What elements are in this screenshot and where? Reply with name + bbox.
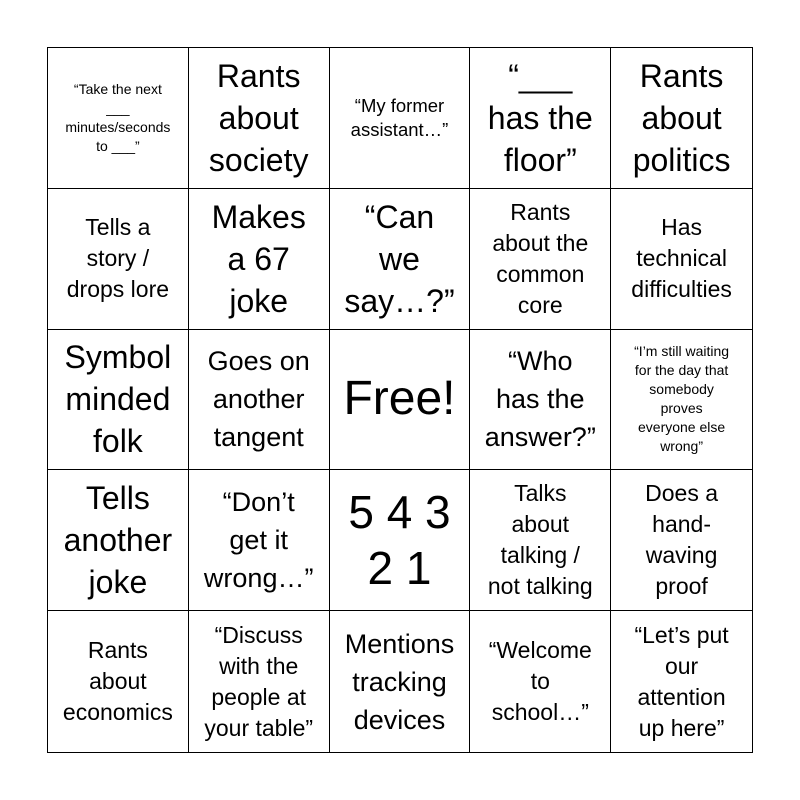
bingo-free-space[interactable]	[330, 330, 471, 471]
bingo-cell-r4c3[interactable]	[330, 470, 471, 611]
bingo-cell-text: Rants about politics	[632, 57, 731, 178]
bingo-cell-r2c5[interactable]	[611, 189, 752, 330]
bingo-cell-text: “Can we say…?”	[344, 198, 455, 319]
bingo-cell-r5c2[interactable]	[189, 611, 330, 752]
bingo-cell-text: “Don’t get it wrong…”	[203, 487, 314, 594]
bingo-cell-text: Symbol minded folk	[64, 339, 172, 460]
bingo-cell-text: Tells another joke	[63, 480, 173, 601]
bingo-cell-r5c1[interactable]	[48, 611, 189, 752]
bingo-cell-text: “Discuss with the people at your table”	[204, 621, 314, 741]
bingo-cell-r1c2[interactable]	[189, 48, 330, 189]
bingo-cell-text: Makes a 67 joke	[211, 198, 306, 319]
bingo-cell-text: Has technical difficulties	[631, 214, 732, 303]
bingo-cell-r2c3[interactable]	[330, 189, 471, 330]
bingo-cell-text: Talks about talking / not talking	[487, 480, 593, 600]
bingo-cell-text: “Welcome to school…”	[488, 637, 592, 726]
bingo-cell-text: “Take the next ___ minutes/seconds to ___”	[65, 80, 171, 154]
bingo-cell-r3c4[interactable]	[470, 330, 611, 471]
bingo-cell-text: “I’m still waiting for the day that somebody proves everyone else wrong”	[634, 343, 730, 455]
bingo-cell-r1c3[interactable]	[330, 48, 471, 189]
bingo-cell-text: Goes on another tangent	[207, 346, 310, 453]
bingo-cell-text: Tells a story / drops lore	[66, 214, 170, 303]
bingo-cell-text: Mentions tracking devices	[344, 628, 455, 735]
bingo-cell-text: Rants about the common core	[492, 198, 589, 318]
bingo-cell-r1c4[interactable]	[470, 48, 611, 189]
bingo-cell-r5c3[interactable]	[330, 611, 471, 752]
bingo-cell-r4c1[interactable]	[48, 470, 189, 611]
bingo-cell-r5c4[interactable]	[470, 611, 611, 752]
bingo-cell-text: “My former assistant…”	[350, 94, 449, 140]
bingo-cell-r2c2[interactable]	[189, 189, 330, 330]
bingo-cell-r3c5[interactable]	[611, 330, 752, 471]
bingo-cell-r4c4[interactable]	[470, 470, 611, 611]
bingo-cell-r4c2[interactable]	[189, 470, 330, 611]
bingo-cell-text: Rants about economics	[62, 637, 173, 726]
bingo-cell-text: “___ has the floor”	[487, 57, 593, 178]
bingo-cell-text: Does a hand- waving proof	[645, 480, 719, 600]
bingo-cell-text: “Who has the answer?”	[484, 346, 596, 453]
bingo-cell-text: Free!	[343, 372, 456, 426]
bingo-cell-r4c5[interactable]	[611, 470, 752, 611]
bingo-cell-r5c5[interactable]	[611, 611, 752, 752]
bingo-cell-text: “Let’s put our attention up here”	[634, 621, 729, 741]
bingo-cell-r2c1[interactable]	[48, 189, 189, 330]
bingo-cell-text: Rants about society	[208, 57, 309, 178]
bingo-cell-text: 5 4 3 2 1	[348, 486, 451, 595]
bingo-cell-r3c2[interactable]	[189, 330, 330, 471]
bingo-cell-r1c5[interactable]	[611, 48, 752, 189]
bingo-cell-r3c1[interactable]	[48, 330, 189, 471]
bingo-board	[47, 47, 753, 753]
bingo-cell-r2c4[interactable]	[470, 189, 611, 330]
bingo-cell-r1c1[interactable]	[48, 48, 189, 189]
